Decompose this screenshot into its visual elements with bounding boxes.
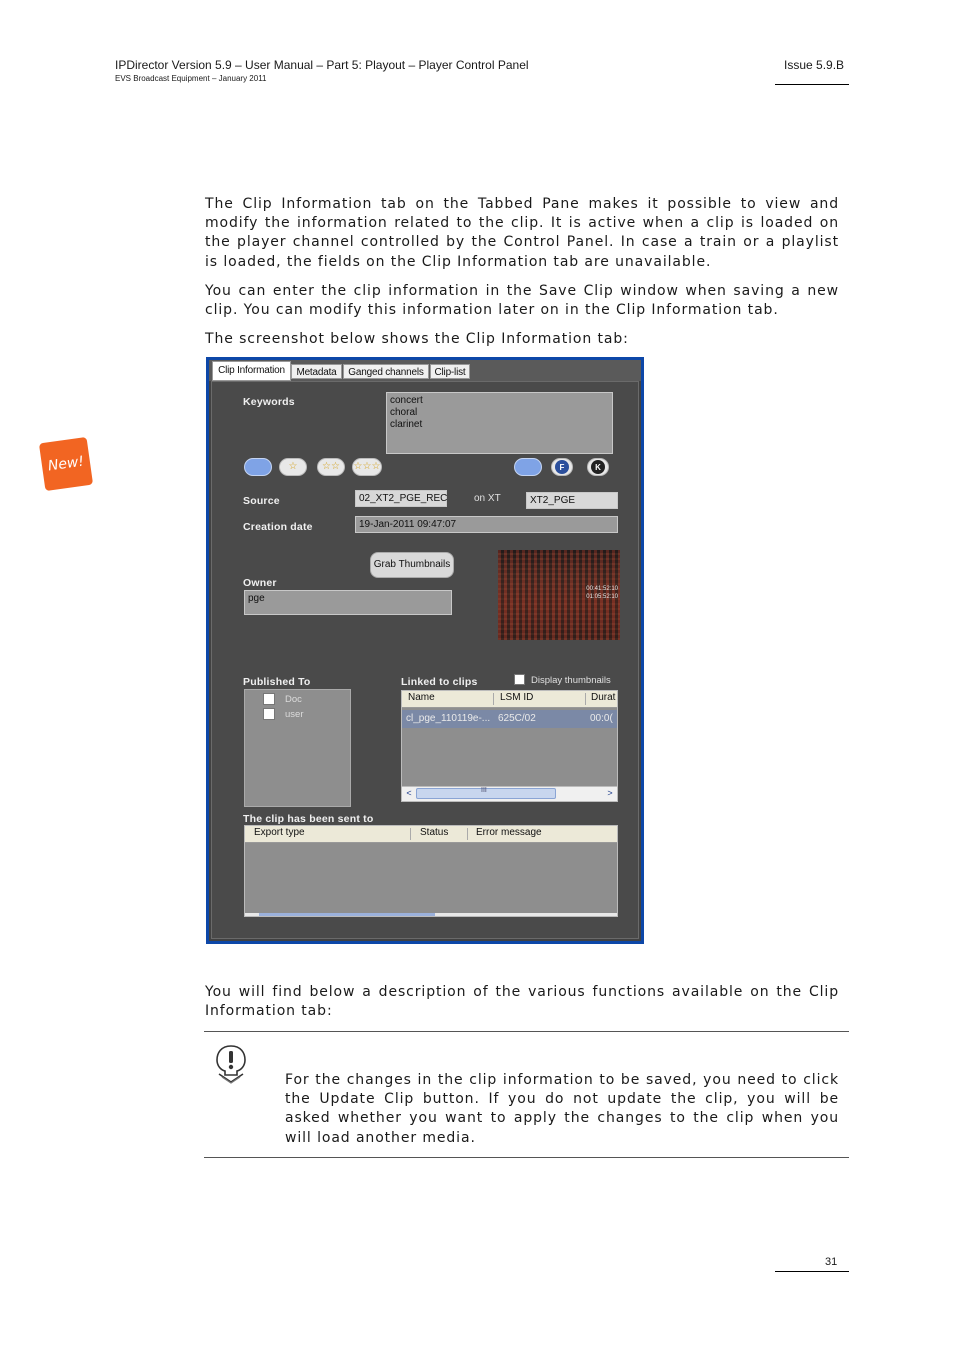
paragraph-screenshot-caption: The screenshot below shows the Clip Information tab: xyxy=(205,331,629,347)
sent-to-header xyxy=(245,826,617,843)
footer-rule xyxy=(775,1271,849,1272)
tab-strip xyxy=(209,360,641,381)
two-star-button[interactable] xyxy=(317,458,345,476)
checkbox[interactable] xyxy=(263,708,275,720)
star-icon: ☆☆ xyxy=(322,461,340,472)
tree-item-doc[interactable]: Doc xyxy=(251,693,302,705)
display-thumbnails-checkbox[interactable] xyxy=(514,674,525,685)
clip-information-screenshot xyxy=(206,357,644,944)
creation-date-field: 19-Jan-2011 09:47:07 xyxy=(355,516,618,533)
keywords-label: Keywords xyxy=(243,396,295,408)
column-duration[interactable]: Durat xyxy=(591,692,616,703)
scroll-right-icon[interactable]: > xyxy=(607,788,613,798)
star-icon: ☆☆☆ xyxy=(353,461,381,472)
keywords-field[interactable] xyxy=(386,392,613,454)
source-field[interactable]: 02_XT2_PGE_REC xyxy=(355,490,447,507)
f-icon: F xyxy=(555,460,569,474)
checkbox[interactable] xyxy=(263,693,275,705)
linked-clips-header xyxy=(402,691,617,708)
linked-clips-grid xyxy=(401,690,618,802)
header-rule xyxy=(775,84,849,85)
f-flag-button[interactable] xyxy=(551,458,573,476)
display-thumbnails-label: Display thumbnails xyxy=(531,675,611,686)
owner-field[interactable]: pge xyxy=(244,590,452,615)
thumbnail-timecode: 00:41:52:10 xyxy=(586,586,618,592)
tab-metadata[interactable]: Metadata xyxy=(291,364,342,379)
star-icon: ☆ xyxy=(288,461,298,472)
published-to-label: Published To xyxy=(243,676,311,688)
sent-to-grid xyxy=(244,825,618,917)
grab-thumbnails-button[interactable]: Grab Thumbnails xyxy=(370,552,454,578)
column-export-type[interactable]: Export type xyxy=(254,827,305,838)
paragraph-intro: The Clip Information tab on the Tabbed Pane makes it possible to view and modify the information related to the clip. It is active when a clip is loaded on the player channel controlled by the Control Panel. In case a train or a playlist is loaded, the fields on the Clip Information tab are unavailable. xyxy=(205,196,839,270)
tab-clip-information[interactable]: Clip Information xyxy=(212,361,291,381)
keyword-item: choral xyxy=(390,407,418,418)
k-icon: K xyxy=(591,460,605,474)
no-rating-button[interactable] xyxy=(244,458,272,476)
three-star-button[interactable] xyxy=(352,458,382,476)
header-issue: Issue 5.9.B xyxy=(784,58,845,72)
new-badge: New! xyxy=(39,437,93,491)
creation-date-label: Creation date xyxy=(243,521,313,533)
scroll-left-icon[interactable]: < xyxy=(406,788,412,798)
column-status[interactable]: Status xyxy=(420,827,449,838)
tab-ganged-channels[interactable]: Ganged channels xyxy=(343,364,429,379)
xt-field[interactable]: XT2_PGE xyxy=(526,492,618,509)
paragraph-save-clip: You can enter the clip information in the Save Clip window when saving a new clip. You can modify this information later on in the Clip Information tab. xyxy=(205,283,839,319)
note-text: For the changes in the clip information to be saved, you need to click the Update Clip button. If you do not update the clip, you will be asked whether you want to apply the changes to the clip when you will load another media. xyxy=(285,1072,839,1146)
keyword-item: concert xyxy=(390,395,423,406)
header-title: IPDirector Version 5.9 – User Manual – Part 5: Playout – Player Control Panel xyxy=(115,58,529,72)
note-top-rule xyxy=(204,1031,849,1032)
scroll-thumb[interactable]: III xyxy=(416,788,556,799)
column-error-message[interactable]: Error message xyxy=(476,827,542,838)
tree-item-user[interactable]: user xyxy=(251,708,303,720)
header-subtitle: EVS Broadcast Equipment – January 2011 xyxy=(115,74,267,83)
source-label: Source xyxy=(243,495,280,507)
no-flag-button[interactable] xyxy=(514,458,542,476)
column-lsm-id[interactable]: LSM ID xyxy=(500,692,534,703)
sent-to-label: The clip has been sent to xyxy=(243,813,374,825)
tab-clip-list[interactable]: Clip-list xyxy=(430,364,470,379)
note-bottom-rule xyxy=(204,1157,849,1158)
keyword-item: clarinet xyxy=(390,419,423,430)
table-row[interactable]: cl_pge_110119e-... 625C/02 00:0( xyxy=(402,710,617,728)
owner-label: Owner xyxy=(243,577,277,589)
clip-thumbnail xyxy=(498,550,620,640)
one-star-button[interactable] xyxy=(279,458,307,476)
bottom-scrollbar[interactable] xyxy=(245,913,617,916)
column-name[interactable]: Name xyxy=(408,692,435,703)
important-note-icon xyxy=(213,1044,249,1084)
published-to-tree xyxy=(244,689,351,807)
thumbnail-timecode: 01:05:52:10 xyxy=(586,594,618,600)
clip-information-pane xyxy=(211,381,639,939)
on-xt-label: on XT xyxy=(474,493,501,504)
paragraph-description: You will find below a description of the various functions available on the Clip Information tab: xyxy=(205,984,839,1020)
k-flag-button[interactable] xyxy=(587,458,609,476)
horizontal-scrollbar[interactable] xyxy=(402,786,617,801)
linked-to-clips-label: Linked to clips xyxy=(401,676,478,688)
page-number: 31 xyxy=(825,1256,838,1268)
